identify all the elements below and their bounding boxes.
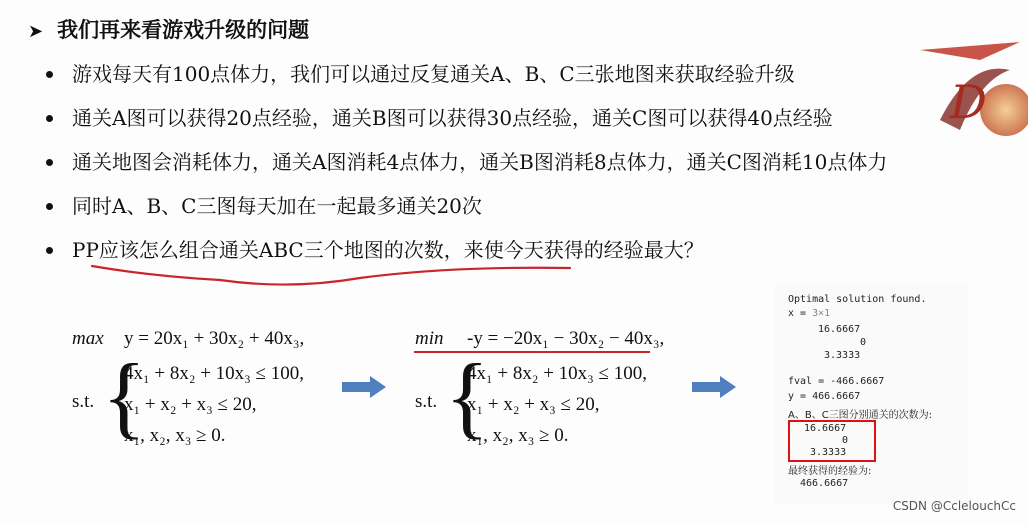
bullet-dot-icon	[46, 115, 53, 122]
svg-text:D: D	[950, 75, 987, 129]
highlight-box	[788, 420, 876, 462]
output-x3: 3.3333	[824, 350, 861, 361]
right-arrow-icon	[692, 376, 736, 398]
arrow-bullet-icon: ➤	[28, 21, 44, 42]
min-keyword: min	[415, 328, 444, 349]
output-exp-value: 466.6667	[800, 478, 849, 489]
list-item: 通关地图会消耗体力，通关A图消耗4点体力，通关B图消耗8点体力，通关C图消耗10点体力	[40, 148, 887, 192]
bullet-list	[40, 60, 887, 280]
output-y: y = 466.6667	[788, 391, 861, 402]
min-objective-expr: -y = −20x₁ − 30x₂ − 40x₃,	[467, 328, 665, 349]
list-item: PP应该怎么组合通关ABC三个地图的次数，来使今天获得的经验最大？	[40, 236, 887, 280]
bullet-dot-icon	[46, 159, 53, 166]
output-x-label: x = 3×1	[788, 308, 831, 319]
output-count-a: 16.6667	[804, 423, 847, 434]
constraint-row: x₁, x₂, x₃ ≥ 0.	[124, 425, 226, 446]
list-item: 游戏每天有100点体力，我们可以通过反复通关A、B、C三张地图来获取经验升级	[40, 60, 887, 104]
output-count-c: 3.3333	[810, 447, 847, 458]
watermark: CSDN @CclelouchCc	[892, 499, 1016, 513]
bullet-dot-icon	[46, 247, 53, 254]
constraint-row: x₁, x₂, x₃ ≥ 0.	[467, 425, 569, 446]
output-exp-label: 最终获得的经验为:	[788, 466, 872, 477]
bullet-dot-icon	[46, 71, 53, 78]
left-brace-icon: {	[445, 345, 490, 447]
st-label: s.t.	[415, 391, 438, 412]
output-count-b: 0	[842, 435, 849, 446]
constraint-row: x₁ + x₂ + x₃ ≤ 20,	[124, 394, 257, 415]
min-constraints	[415, 345, 665, 454]
output-status: Optimal solution found.	[788, 294, 927, 305]
red-underline-annotation	[70, 258, 590, 298]
constraint-row: 4x₁ + 8x₂ + 10x₃ ≤ 100,	[124, 363, 304, 384]
left-brace-icon: {	[102, 345, 147, 447]
output-counts-label: A、B、C三图分别通关的次数为:	[788, 410, 933, 421]
bullet-dot-icon	[46, 203, 53, 210]
slide-title-text: 我们再来看游戏升级的问题	[57, 18, 310, 42]
output-x1: 16.6667	[818, 324, 861, 335]
list-item: 同时A、B、C三图每天加在一起最多通关20次	[40, 192, 887, 236]
output-x2: 0	[860, 337, 867, 348]
constraint-row: 4x₁ + 8x₂ + 10x₃ ≤ 100,	[467, 363, 647, 384]
constraint-row: x₁ + x₂ + x₃ ≤ 20,	[467, 394, 600, 415]
max-constraints	[72, 345, 322, 454]
output-fval: fval = -466.6667	[788, 376, 885, 387]
slide-title	[28, 14, 309, 44]
max-keyword: max	[72, 328, 104, 349]
matlab-output-panel	[774, 284, 968, 504]
right-arrow-icon	[342, 376, 386, 398]
game-logo	[920, 40, 1028, 150]
list-item: 通关A图可以获得20点经验，通关B图可以获得30点经验，通关C图可以获得40点经验	[40, 104, 887, 148]
max-objective-expr: y = 20x₁ + 30x₂ + 40x₃,	[124, 328, 305, 349]
st-label: s.t.	[72, 391, 95, 412]
